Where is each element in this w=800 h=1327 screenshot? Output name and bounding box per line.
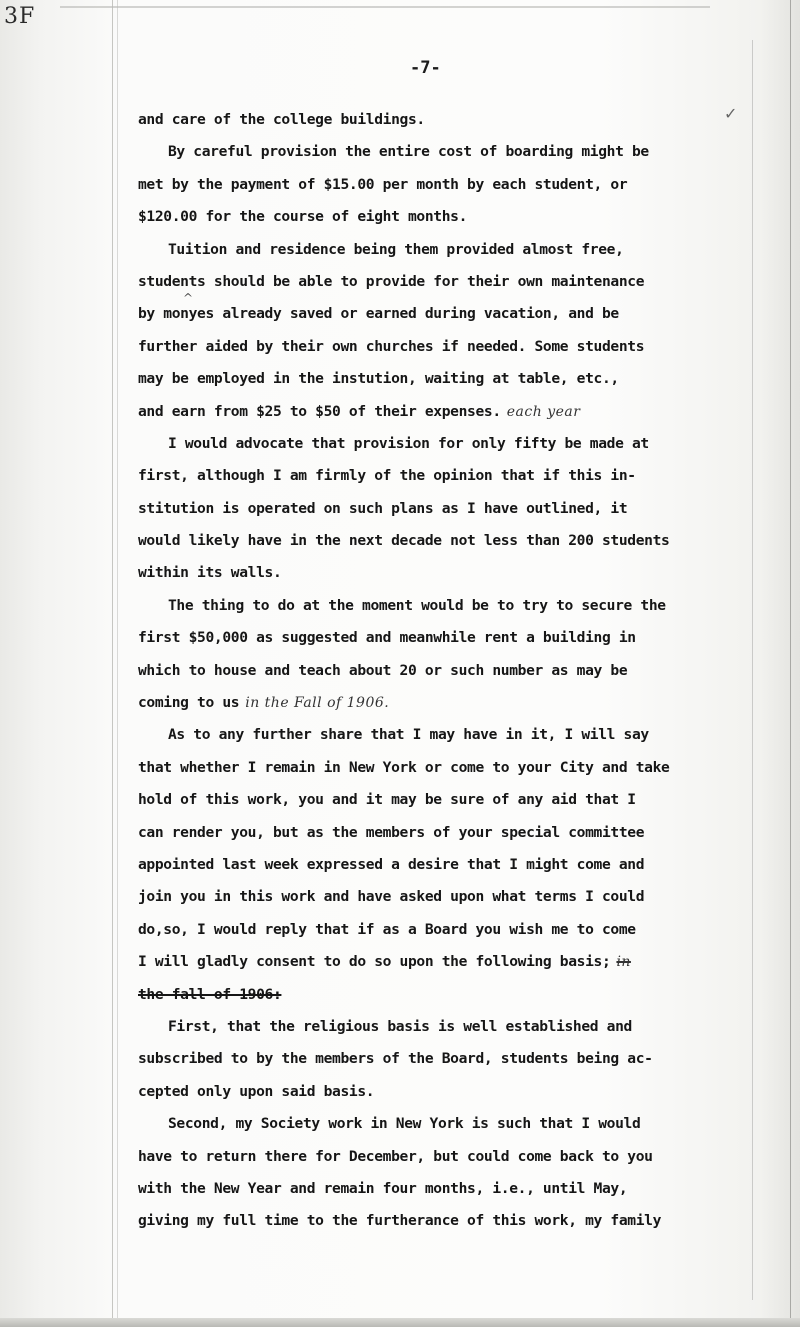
text-line: $120.00 for the course of eight months. <box>138 208 468 226</box>
text-line: stitution is operated on such plans as I have outlined, it <box>138 499 628 517</box>
text-line: I would advocate that provision for only fifty be made at <box>168 434 649 452</box>
text-line: would likely have in the next decade not less than 200 students <box>138 532 670 550</box>
text-line: subscribed to by the members of the Board, students being ac- <box>138 1050 653 1068</box>
text-line: Second, my Society work in New York is such that I would <box>168 1115 641 1133</box>
corner-folio-mark: 3F <box>4 4 36 29</box>
text-line: that whether I remain in New York or come to your City and take <box>138 758 670 776</box>
text-line: giving my full time to the furtherance of this work, my family <box>138 1212 662 1230</box>
insertion-caret-mark: ^ <box>183 291 194 305</box>
text-line: by monyes already saved or earned during vacation, and be <box>138 305 619 323</box>
text-line: can render you, but as the members of your special committee <box>138 823 645 841</box>
text-line: appointed last week expressed a desire that I might come and <box>138 855 645 873</box>
body-text <box>138 104 778 1238</box>
handwritten-annotation: each year <box>506 403 581 420</box>
text-line: within its walls. <box>138 564 282 582</box>
text-line: may be employed in the instution, waiting at table, etc., <box>138 370 619 388</box>
right-edge-line <box>790 0 791 1327</box>
handwritten-struck-annotation: in <box>616 954 631 971</box>
text-line: have to return there for December, but could come back to you <box>138 1147 653 1165</box>
handwritten-annotation: in the Fall of 1906. <box>245 695 390 712</box>
text-line: join you in this work and have asked upon what terms I could <box>138 888 645 906</box>
text-line: and care of the college buildings. <box>138 111 425 128</box>
text-line: students should be able to provide for their own maintenance <box>138 272 645 290</box>
text-line: and earn from $25 to $50 of their expenses. each year <box>138 402 581 420</box>
text-line: As to any further share that I may have in it, I will say <box>168 726 649 744</box>
left-margin-line <box>112 0 113 1327</box>
text-line: further aided by their own churches if needed. Some students <box>138 337 645 355</box>
top-rule <box>60 6 710 8</box>
text-line: By careful provision the entire cost of boarding might be <box>168 143 649 161</box>
left-margin-line-inner <box>117 0 118 1327</box>
text-line: The thing to do at the moment would be to try to secure the <box>168 596 666 614</box>
text-line: with the New Year and remain four months, i.e., until May, <box>138 1179 628 1197</box>
text-line: which to house and teach about 20 or such number as may be <box>138 661 628 679</box>
text-line: coming to us in the Fall of 1906. <box>138 694 390 712</box>
text-line: first $50,000 as suggested and meanwhile rent a building in <box>138 629 636 647</box>
text-line: First, that the religious basis is well established and <box>168 1017 632 1035</box>
text-line: I will gladly consent to do so upon the following basis; in <box>138 953 631 971</box>
text-line: met by the payment of $15.00 per month by each student, or <box>138 175 628 193</box>
text-line: do,so, I would reply that if as a Board you wish me to come <box>138 920 636 938</box>
text-line-struck: the fall of 1906: <box>138 985 282 1003</box>
text-line: hold of this work, you and it may be sure of any aid that I <box>138 791 636 809</box>
bottom-edge-shadow <box>0 1318 800 1327</box>
text-line: cepted only upon said basis. <box>138 1082 375 1100</box>
text-line: first, although I am firmly of the opinion that if this in- <box>138 467 636 485</box>
text-line: Tuition and residence being them provided almost free, <box>168 240 624 258</box>
margin-check-mark: ✓ <box>724 104 738 123</box>
page-number: -7- <box>410 58 441 78</box>
